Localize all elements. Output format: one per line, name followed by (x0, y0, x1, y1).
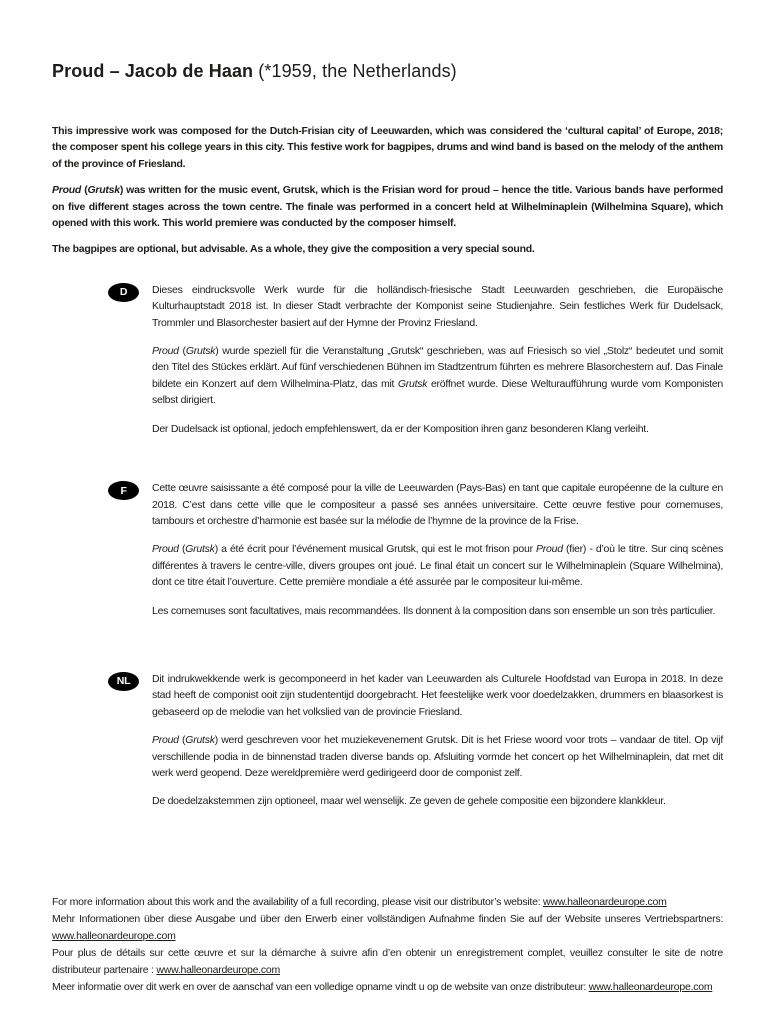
footer-note-english (52, 894, 723, 911)
footer-note-german (52, 911, 723, 945)
english-paragraph-2 (52, 182, 723, 231)
text-segment: eröffnet wurde. Diese Welturaufführung wurde vom Komponisten selbst dirigiert. (152, 377, 723, 407)
footer-note-dutch (52, 979, 723, 996)
text-segment: ( (178, 543, 186, 556)
italic-text-segment: Proud (152, 734, 179, 747)
text-segment: ) wurde speziell für die Veranstaltung „Grutsk“ geschrieben, was auf Friesisch so viel „Stolz“ bedeutet und somit den Titel des Stückes erklärt. Auf fünf verschiedenen Bühnen im Stadtzentrum führten es mehrere Blasorchestern auf. Das Finale bildete ein Konzert auf dem Wilhelmina-Platz, das mit (152, 345, 723, 390)
german-text-column (152, 282, 723, 437)
dutch-text-column (152, 671, 723, 810)
french-paragraph-3 (152, 603, 723, 619)
german-paragraph-3 (152, 421, 723, 437)
italic-text-segment: Proud (52, 184, 82, 197)
text-segment: Les cornemuses sont facultatives, mais recommandées. Ils donnent à la composition dans son ensemble un son très particulier. (152, 604, 716, 617)
text-segment: Der Dudelsack ist optional, jedoch empfehlenswert, da er der Komposition ihren ganz besonderen Klang verleiht. (152, 422, 649, 435)
french-section (52, 480, 723, 619)
title-work-and-composer: Proud – Jacob de Haan (52, 61, 254, 81)
text-segment: (fier) - d’où le titre. Sur cinq scènes différentes à travers le centre-ville, divers groupes ont joué. Le final était un concert sur le Wilhelminaplein (Square Wilhelmina), dont ce titre était l’ouverture. Cette première mondiale a été assurée par le compositeur lui-même. (152, 543, 724, 589)
dutch-paragraph-2 (152, 732, 723, 781)
text-segment: Dit indrukwekkende werk is gecomponeerd in het kader van Leeuwarden als Culturele Hoofdstad van Europa in 2018. In deze stad heeft de componist ooit zijn studententijd doorgebracht. Het feestelijke werk voor doedelzakken, drummers en blaasorkest is gebaseerd op de melodie van het volkslied van de provincie Friesland. (152, 672, 723, 718)
french-paragraph-1 (152, 480, 723, 529)
italic-text-segment: Proud (152, 543, 179, 556)
text-segment: De doedelzakstemmen zijn optioneel, maar wel wenselijk. Ze geven de gehele compositie een bijzondere klankkleur. (152, 795, 666, 808)
distributor-website-link[interactable]: www.halleonardeurope.com (543, 895, 667, 908)
distributor-footer (52, 894, 723, 996)
text-segment: Meer informatie over dit werk en over de aanschaf van een volledige opname vindt u op de website van onze distributeur: (52, 980, 589, 993)
text-segment: Pour plus de détails sur cette œuvre et sur la démarche à suivre afin d’en obtenir un enregistrement complet, veuillez consulter le site de notre distributeur partenaire : (52, 946, 723, 976)
dutch-paragraph-1 (152, 671, 723, 720)
text-segment: The bagpipes are optional, but advisable. As a whole, they give the composition a very special sound. (52, 243, 535, 256)
german-badge-column (52, 282, 152, 437)
italic-text-segment: Proud (152, 345, 179, 358)
italic-text-segment: Proud (536, 543, 563, 556)
language-badge-dutch: NL (108, 672, 139, 691)
dutch-badge-column (52, 671, 152, 810)
english-paragraph-3 (52, 241, 723, 257)
italic-text-segment: Grutsk (397, 377, 428, 390)
french-text-column (152, 480, 723, 619)
dutch-paragraph-3 (152, 793, 723, 809)
text-segment: For more information about this work and the availability of a full recording, please visit our distributor’s website: (52, 895, 544, 908)
distributor-website-link[interactable]: www.halleonardeurope.com (52, 929, 176, 942)
french-paragraph-2 (152, 541, 723, 590)
distributor-website-link[interactable]: www.halleonardeurope.com (156, 963, 280, 976)
title-birth-year-country: (*1959, the Netherlands) (253, 61, 457, 81)
text-segment: Dieses eindrucksvolle Werk wurde für die holländisch-friesische Stadt Leeuwarden geschrieben, die Europäische Kulturhauptstadt 2018 ist. In dieser Stadt verbrachte der Komponist seine Studienjahre. Sein festliches Werk für Dudelsack, Trommler und Blasorchester basiert auf der Hymne der Provinz Friesland. (152, 283, 723, 329)
italic-text-segment: Grutsk (185, 543, 215, 556)
text-segment: ) a été écrit pour l’événement musical Grutsk, qui est le mot frison pour (214, 543, 537, 556)
text-segment: ( (178, 345, 186, 358)
text-segment: ( (178, 734, 186, 747)
page-title (52, 60, 723, 82)
german-section (52, 282, 723, 437)
text-segment: ) werd geschreven voor het muziekevenement Grutsk. Dit is het Friese woord voor trots – vandaar de titel. Op vijf verschillende podia in de binnenstad traden diverse bands op. Afsluiting vormde het concert op het Wilhelminaplein, dat met dit werk werd geopend. Deze wereldpremière werd gedirigeerd door de componist zelf. (152, 734, 723, 779)
italic-text-segment: Grutsk (185, 734, 215, 747)
text-segment: Cette œuvre saisissante a été composé pour la ville de Leeuwarden (Pays-Bas) en tant que capitale européenne de la culture en 2018. C’est dans cette ville que le compositeur a passé ses années universitaire. Cette œuvre festive pour cornemuses, tambours et orchestre d’harmonie est basée sur la mélodie de l’hymne de la province de la Frise. (152, 482, 723, 527)
text-segment: ( (81, 184, 88, 197)
text-segment: This impressive work was composed for the Dutch-Frisian city of Leeuwarden, which was considered the ‘cultural capital’ of Europe, 2018; the composer spent his college years in this city. This festive work for bagpipes, drums and wind band is based on the melody of the anthem of the province of Friesland. (52, 125, 723, 170)
french-badge-column (52, 480, 152, 619)
english-paragraph-1 (52, 123, 723, 172)
distributor-website-link[interactable]: www.halleonardeurope.com (588, 980, 713, 993)
dutch-section (52, 671, 723, 810)
footer-note-french (52, 945, 723, 979)
italic-text-segment: Grutsk (185, 345, 216, 358)
language-badge-german: D (108, 283, 139, 302)
italic-text-segment: Grutsk (87, 184, 120, 197)
german-paragraph-2 (152, 343, 723, 409)
english-section (52, 123, 723, 258)
german-paragraph-1 (152, 282, 723, 331)
text-segment: ) was written for the music event, Grutsk, which is the Frisian word for proud – hence the title. Various bands have performed on five different stages across the town centre. The finale was performed in a concert held at Wilhelminaplein (Wilhelmina Square), which opened with this work. This world premiere was conducted by the composer himself. (52, 184, 723, 230)
language-badge-french: F (108, 481, 139, 500)
text-segment: Mehr Informationen über diese Ausgabe und über den Erwerb einer vollständigen Aufnahme finden Sie auf der Website unseres Vertriebspartners: (52, 912, 723, 925)
